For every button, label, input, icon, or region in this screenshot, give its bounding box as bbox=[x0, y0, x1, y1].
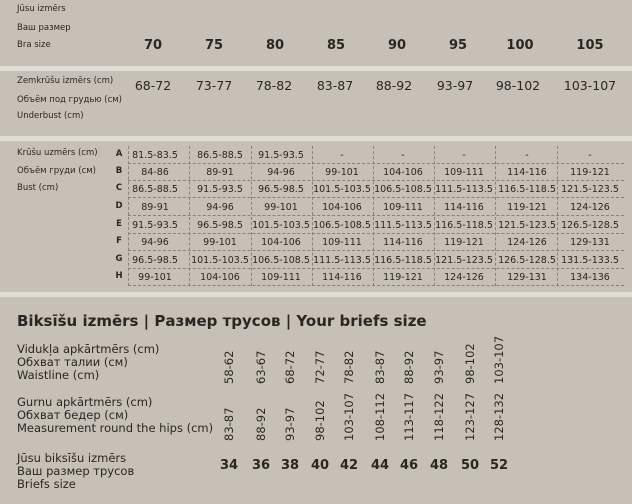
bust-cell: 91.5-93.5 bbox=[258, 150, 304, 161]
cup-letter: D bbox=[115, 201, 123, 211]
bust-cell: 89-91 bbox=[206, 167, 234, 178]
waist-value: 78-82 bbox=[342, 350, 356, 384]
bust-cell: 96.5-98.5 bbox=[197, 220, 243, 231]
bust-cell: 84-86 bbox=[141, 167, 169, 178]
waist-value: 58-62 bbox=[222, 350, 236, 384]
column-divider bbox=[373, 146, 374, 286]
bust-cell: 89-91 bbox=[141, 202, 169, 213]
briefs-size-value: 50 bbox=[460, 458, 480, 473]
bust-cell: 114-116 bbox=[322, 272, 362, 283]
bust-cell: 121.5-123.5 bbox=[561, 184, 619, 195]
row-divider bbox=[128, 285, 624, 286]
bust-cell: 109-111 bbox=[444, 167, 484, 178]
bust-cell: 131.5-133.5 bbox=[561, 255, 619, 266]
column-divider bbox=[557, 146, 558, 286]
bust-cell: 96.5-98.5 bbox=[132, 255, 178, 266]
column-divider bbox=[189, 146, 190, 286]
bust-cell: 94-96 bbox=[267, 167, 295, 178]
bust-cell: 116.5-118.5 bbox=[498, 184, 556, 195]
row-divider bbox=[128, 233, 624, 234]
cup-letter: F bbox=[116, 236, 122, 246]
bra-size-value: 105 bbox=[576, 38, 604, 53]
bust-label-lv: Krūšu uzmērs (cm) bbox=[17, 148, 98, 158]
divider-band bbox=[0, 136, 632, 141]
bust-cell: 104-106 bbox=[383, 167, 423, 178]
divider-band bbox=[0, 66, 632, 71]
waist-value: 68-72 bbox=[283, 350, 297, 384]
bust-cell: 106.5-108.5 bbox=[313, 220, 371, 231]
bust-cell: 129-131 bbox=[570, 237, 610, 248]
bust-cell: 121.5-123.5 bbox=[498, 220, 556, 231]
bra-size-value: 75 bbox=[204, 38, 224, 53]
bust-cell: 111.5-113.5 bbox=[435, 184, 493, 195]
bust-cell: 104-106 bbox=[322, 202, 362, 213]
bust-cell: 91.5-93.5 bbox=[132, 220, 178, 231]
bust-cell: 124-126 bbox=[507, 237, 547, 248]
briefs-size-value: 46 bbox=[399, 458, 419, 473]
waist-label-lv: Vidukļa apkārtmērs (cm) bbox=[17, 342, 160, 356]
underbust-label-ru: Объём под грудью (см) bbox=[17, 95, 122, 105]
briefs-size-label-lv: Jūsu biksīšu izmērs bbox=[17, 451, 127, 465]
bust-cell: 134-136 bbox=[570, 272, 610, 283]
bust-cell: 116.5-118.5 bbox=[374, 255, 432, 266]
bust-cell: 126.5-128.5 bbox=[498, 255, 556, 266]
bra-size-value: 100 bbox=[506, 38, 534, 53]
bust-cell: 104-106 bbox=[261, 237, 301, 248]
bust-cell: 119-121 bbox=[383, 272, 423, 283]
briefs-size-value: 44 bbox=[370, 458, 390, 473]
bust-cell: 109-111 bbox=[322, 237, 362, 248]
cup-letter: H bbox=[115, 271, 123, 281]
column-divider bbox=[495, 146, 496, 286]
hips-label-en: Measurement round the hips (cm) bbox=[17, 421, 214, 435]
briefs-size-value: 42 bbox=[339, 458, 359, 473]
underbust-value: 78-82 bbox=[255, 78, 293, 93]
bust-cell: 106.5-108.5 bbox=[252, 255, 310, 266]
waist-value: 83-87 bbox=[373, 350, 387, 384]
underbust-value: 88-92 bbox=[375, 78, 413, 93]
bust-cell: 96.5-98.5 bbox=[258, 184, 304, 195]
bra-size-value: 85 bbox=[326, 38, 346, 53]
bust-cell: 119-121 bbox=[507, 202, 547, 213]
divider-band bbox=[0, 292, 632, 297]
column-divider bbox=[251, 146, 252, 286]
bust-cell: 91.5-93.5 bbox=[197, 184, 243, 195]
waist-label-ru: Обхват талии (см) bbox=[17, 355, 128, 369]
bust-cell: - bbox=[462, 150, 466, 161]
bust-cell: - bbox=[525, 150, 529, 161]
bust-label-ru: Объём груди (см) bbox=[17, 166, 96, 176]
waist-value: 63-67 bbox=[254, 350, 268, 384]
bust-cell: 104-106 bbox=[200, 272, 240, 283]
bust-cell: 111.5-113.5 bbox=[313, 255, 371, 266]
row-divider bbox=[128, 250, 624, 251]
bust-cell: 99-101 bbox=[264, 202, 298, 213]
bra-size-label-lv: Jūsu izmērs bbox=[17, 4, 66, 14]
bust-cell: - bbox=[340, 150, 344, 161]
bust-cell: 99-101 bbox=[325, 167, 359, 178]
bust-cell: 101.5-103.5 bbox=[313, 184, 371, 195]
hips-value: 83-87 bbox=[222, 407, 236, 441]
bust-cell: 114-116 bbox=[507, 167, 547, 178]
bust-cell: 114-116 bbox=[444, 202, 484, 213]
bust-cell: - bbox=[588, 150, 592, 161]
bust-cell: 114-116 bbox=[383, 237, 423, 248]
bust-cell: - bbox=[401, 150, 405, 161]
bust-cell: 86.5-88.5 bbox=[132, 184, 178, 195]
underbust-label-lv: Zemkrūšu izmērs (cm) bbox=[17, 76, 114, 86]
briefs-size-label-en: Briefs size bbox=[17, 477, 76, 491]
hips-value: 93-97 bbox=[283, 407, 297, 441]
bust-cell: 86.5-88.5 bbox=[197, 150, 243, 161]
hips-value: 108-112 bbox=[373, 392, 387, 441]
bust-cell: 116.5-118.5 bbox=[435, 220, 493, 231]
bust-cell: 99-101 bbox=[138, 272, 172, 283]
waist-value: 88-92 bbox=[402, 350, 416, 384]
briefs-size-label-ru: Ваш размер трусов bbox=[17, 464, 135, 478]
waist-value: 98-102 bbox=[463, 343, 477, 384]
waist-value: 103-107 bbox=[492, 335, 506, 384]
hips-value: 98-102 bbox=[313, 400, 327, 441]
briefs-size-value: 48 bbox=[429, 458, 449, 473]
briefs-size-value: 34 bbox=[219, 458, 239, 473]
column-divider bbox=[128, 146, 129, 286]
hips-label-ru: Обхват бедер (см) bbox=[17, 408, 129, 422]
bust-cell: 101.5-103.5 bbox=[191, 255, 249, 266]
hips-value: 88-92 bbox=[254, 407, 268, 441]
bra-size-value: 70 bbox=[143, 38, 163, 53]
column-divider bbox=[434, 146, 435, 286]
cup-letter: A bbox=[115, 149, 123, 159]
cup-letter: B bbox=[115, 166, 123, 176]
underbust-value: 68-72 bbox=[134, 78, 172, 93]
row-divider bbox=[128, 180, 624, 181]
bust-label-en: Bust (cm) bbox=[17, 183, 59, 193]
cup-letter: C bbox=[115, 183, 123, 193]
row-divider bbox=[128, 197, 624, 198]
underbust-value: 98-102 bbox=[495, 78, 541, 93]
bust-cell: 121.5-123.5 bbox=[435, 255, 493, 266]
bra-size-value: 80 bbox=[265, 38, 285, 53]
hips-value: 113-117 bbox=[402, 392, 416, 441]
bust-cell: 109-111 bbox=[383, 202, 423, 213]
underbust-value: 103-107 bbox=[563, 78, 617, 93]
bra-size-value: 90 bbox=[387, 38, 407, 53]
underbust-value: 93-97 bbox=[436, 78, 474, 93]
bust-cell: 99-101 bbox=[203, 237, 237, 248]
underbust-value: 83-87 bbox=[316, 78, 354, 93]
briefs-size-value: 52 bbox=[489, 458, 509, 473]
bust-cell: 129-131 bbox=[507, 272, 547, 283]
bust-cell: 81.5-83.5 bbox=[132, 150, 178, 161]
underbust-label-en: Underbust (cm) bbox=[17, 111, 84, 121]
bust-cell: 126.5-128.5 bbox=[561, 220, 619, 231]
hips-label-lv: Gurnu apkārtmērs (cm) bbox=[17, 395, 153, 409]
hips-value: 123-127 bbox=[463, 392, 477, 441]
bust-cell: 101.5-103.5 bbox=[252, 220, 310, 231]
bust-cell: 119-121 bbox=[570, 167, 610, 178]
underbust-value: 73-77 bbox=[195, 78, 233, 93]
waist-value: 72-77 bbox=[313, 350, 327, 384]
bust-cell: 94-96 bbox=[206, 202, 234, 213]
bra-size-label-ru: Ваш размер bbox=[17, 23, 71, 33]
bust-cell: 119-121 bbox=[444, 237, 484, 248]
cup-letter: G bbox=[115, 254, 123, 264]
row-divider bbox=[128, 215, 624, 216]
hips-value: 128-132 bbox=[492, 392, 506, 441]
bust-cell: 124-126 bbox=[570, 202, 610, 213]
bra-size-label-en: Bra size bbox=[17, 40, 51, 50]
row-divider bbox=[128, 163, 624, 164]
hips-value: 118-122 bbox=[432, 392, 446, 441]
hips-value: 103-107 bbox=[342, 392, 356, 441]
bust-cell: 106.5-108.5 bbox=[374, 184, 432, 195]
bust-cell: 109-111 bbox=[261, 272, 301, 283]
briefs-size-value: 36 bbox=[251, 458, 271, 473]
briefs-section-title: Biksīšu izmērs | Размер трусов | Your briefs size bbox=[17, 312, 427, 330]
waist-value: 93-97 bbox=[432, 350, 446, 384]
briefs-size-value: 38 bbox=[280, 458, 300, 473]
waist-label-en: Waistline (cm) bbox=[17, 368, 100, 382]
row-divider bbox=[128, 268, 624, 269]
bust-cell: 94-96 bbox=[141, 237, 169, 248]
bust-cell: 111.5-113.5 bbox=[374, 220, 432, 231]
bra-size-value: 95 bbox=[448, 38, 468, 53]
column-divider bbox=[312, 146, 313, 286]
briefs-size-value: 40 bbox=[310, 458, 330, 473]
bust-cell: 124-126 bbox=[444, 272, 484, 283]
cup-letter: E bbox=[116, 219, 122, 229]
